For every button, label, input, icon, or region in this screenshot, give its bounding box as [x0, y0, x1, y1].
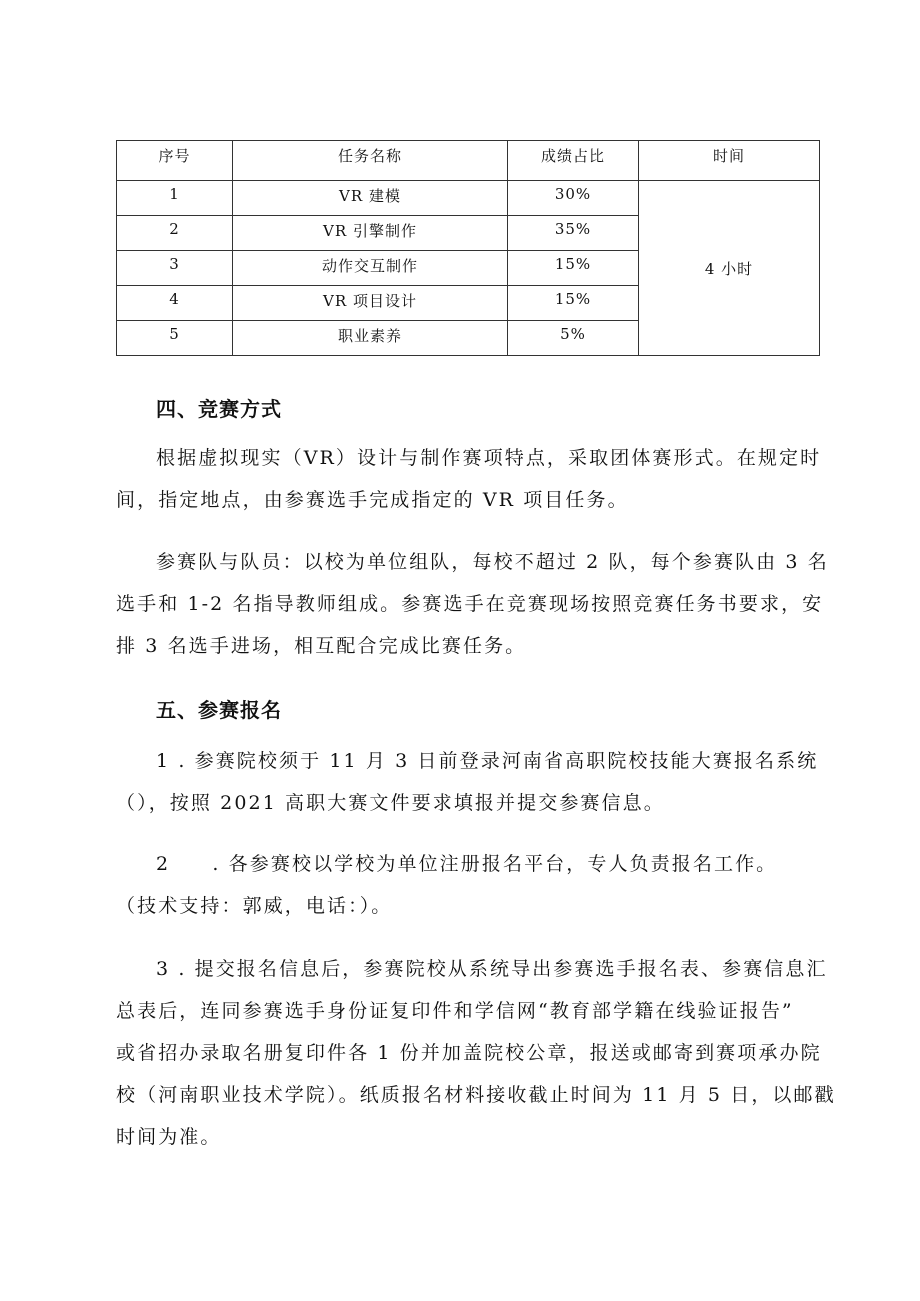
- header-weight: 成绩占比: [508, 141, 639, 181]
- text-line: 2 . 各参赛校以学校为单位注册报名平台，专人负责报名工作。: [156, 853, 778, 875]
- row-time: 4 小时: [639, 181, 820, 356]
- row-task: VR 建模: [233, 181, 508, 216]
- text-line: 或省招办录取名册复印件各 1 份并加盖院校公章，报送或邮寄到赛项承办院: [116, 1042, 822, 1064]
- row-no: 3: [117, 251, 233, 286]
- section4-paragraph-1: [116, 437, 826, 521]
- row-weight: 5%: [508, 321, 639, 356]
- row-no: 2: [117, 216, 233, 251]
- header-task: 任务名称: [233, 141, 508, 181]
- row-task: 动作交互制作: [233, 251, 508, 286]
- header-no: 序号: [117, 141, 233, 181]
- section5-item-1: [116, 740, 826, 824]
- text-line: （），按照 2021 高职大赛文件要求填报并提交参赛信息。: [116, 792, 665, 814]
- section4-paragraph-2: [116, 541, 829, 667]
- text-line: 总表后，连同参赛选手身份证复印件和学信网“教育部学籍在线验证报告”: [116, 1000, 794, 1022]
- section4-heading: 四、竞赛方式: [156, 397, 282, 421]
- row-no: 1: [117, 181, 233, 216]
- row-weight: 30%: [508, 181, 639, 216]
- text-line: （技术支持：郭威，电话：）。: [116, 895, 393, 917]
- section5-heading: 五、参赛报名: [156, 698, 282, 722]
- row-weight: 35%: [508, 216, 639, 251]
- row-task: VR 项目设计: [233, 286, 508, 321]
- row-weight: 15%: [508, 286, 639, 321]
- text-line: 参赛队与队员：以校为单位组队，每校不超过 2 队，每个参赛队由 3 名: [156, 551, 829, 573]
- row-weight: 15%: [508, 251, 639, 286]
- text-line: 间，指定地点，由参赛选手完成指定的 VR 项目任务。: [116, 489, 629, 511]
- row-no: 4: [117, 286, 233, 321]
- section5-item-3: [116, 948, 836, 1158]
- text-line: 3 . 提交报名信息后，参赛院校从系统导出参赛选手报名表、参赛信息汇: [156, 958, 828, 980]
- row-no: 5: [117, 321, 233, 356]
- section5-item-2: [116, 843, 826, 927]
- row-task: 职业素养: [233, 321, 508, 356]
- header-time: 时间: [639, 141, 820, 181]
- text-line: 选手和 1-2 名指导教师组成。参赛选手在竞赛现场按照竞赛任务书要求，安: [116, 593, 824, 615]
- table-row: [117, 181, 820, 216]
- text-line: 排 3 名选手进场，相互配合完成比赛任务。: [116, 635, 527, 657]
- table-header-row: [117, 141, 820, 181]
- text-line: 1 . 参赛院校须于 11 月 3 日前登录河南省高职院校技能大赛报名系统: [156, 750, 819, 772]
- task-table: [116, 140, 820, 356]
- text-line: 根据虚拟现实（VR）设计与制作赛项特点，采取团体赛形式。在规定时: [156, 447, 822, 469]
- text-line: 时间为准。: [116, 1126, 222, 1148]
- row-task: VR 引擎制作: [233, 216, 508, 251]
- text-line: 校（河南职业技术学院）。纸质报名材料接收截止时间为 11 月 5 日，以邮戳: [116, 1084, 836, 1106]
